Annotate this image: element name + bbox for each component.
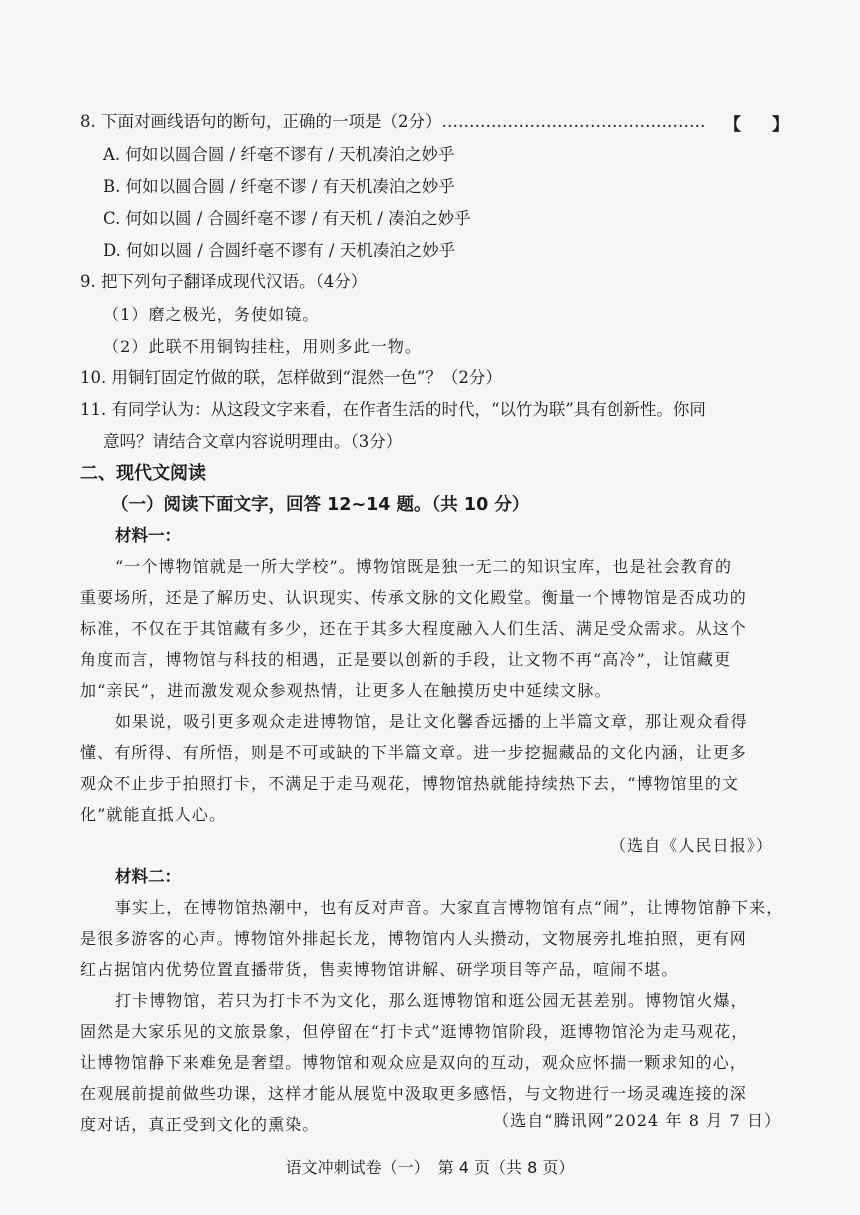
- q9-stem: 9. 把下列句子翻译成现代汉语。（4分）: [80, 272, 368, 291]
- q9-item-2: （2）此联不用铜钩挂柱，用则多此一物。: [103, 337, 423, 356]
- material1-line: 标准，不仅在于其馆藏有多少，还在于其多大程度融入人们生活、满足受众需求。从这个: [80, 619, 747, 638]
- material1-line: 如果说，吸引更多观众走进博物馆，是让文化馨香远播的上半篇文章，那让观众看得: [115, 712, 748, 731]
- section-subtitle: （一）阅读下面文字，回答 12~14 题。（共 10 分）: [111, 495, 530, 515]
- material2-line: 度对话，真正受到文化的熏染。: [80, 1115, 320, 1134]
- material2-line: 红占据馆内优势位置直播带货，售卖博物馆讲解、研学项目等产品，喧闹不堪。: [80, 960, 679, 979]
- section-title: 二、现代文阅读: [80, 463, 206, 484]
- q8-option-d: D. 何如以圆 / 合圆纤毫不谬有 / 天机凑泊之妙乎: [103, 241, 456, 260]
- material2-line: 固然是大家乐见的文旅景象，但停留在“打卡式”逛博物馆阶段，逛博物馆沦为走马观花，: [80, 1022, 749, 1041]
- material1-line: 化”就能直抵人心。: [80, 805, 227, 824]
- answer-bracket-close: 】: [772, 115, 789, 135]
- q9-item-1: （1）磨之极光，务使如镜。: [103, 305, 320, 324]
- q8-stem: 8. 下面对画线语句的断句，正确的一项是（2分）…………………………………………: [80, 112, 706, 131]
- q11-stem-line1: 11. 有同学认为：从这段文字来看，在作者生活的时代，“以竹为联”具有创新性。你同: [80, 400, 706, 419]
- material2-source: （选自“腾讯网”2024 年 8 月 7 日）: [493, 1111, 782, 1130]
- material1-label: 材料一：: [115, 526, 181, 545]
- material2-line: 让博物馆静下来难免是奢望。博物馆和观众应是双向的互动，观众应怀揣一颗求知的心，: [80, 1053, 747, 1072]
- material1-line: 观众不止步于拍照打卡，不满足于走马观花，博物馆热就能持续热下去，“博物馆里的文: [80, 774, 740, 793]
- q8-option-b: B. 何如以圆合圆 / 纤毫不谬 / 有天机凑泊之妙乎: [103, 177, 455, 196]
- q8-option-c: C. 何如以圆 / 合圆纤毫不谬 / 有天机 / 凑泊之妙乎: [103, 209, 471, 228]
- q10-stem: 10. 用铜钉固定竹做的联，怎样做到“混然一色”？（2分）: [80, 368, 502, 387]
- material1-line: 加“亲民”，进而激发观众参观热情，让更多人在触摸历史中延续文脉。: [80, 681, 612, 700]
- material2-line: 在观展前提前做些功课，这样才能从展览中汲取更多感悟，与文物进行一场灵魂连接的深: [80, 1084, 747, 1103]
- material2-line: 事实上，在博物馆热潮中，也有反对声音。大家直言博物馆有点“闹”，让博物馆静下来，: [115, 898, 784, 917]
- material1-line: 懂、有所得、有所悟，则是不可或缺的下半篇文章。进一步挖掘藏品的文化内涵，让更多: [80, 743, 747, 762]
- material1-source: （选自《人民日报》）: [610, 836, 774, 855]
- material1-line: 角度而言，博物馆与科技的相遇，正是要以创新的手段，让文物不再“高冷”，让馆藏更: [80, 650, 732, 669]
- material1-line: “一个博物馆就是一所大学校”。博物馆既是独一无二的知识宝库，也是社会教育的: [115, 557, 733, 576]
- material2-line: 是很多游客的心声。博物馆外排起长龙，博物馆内人头攒动，文物展旁扎堆拍照，更有网: [80, 929, 747, 948]
- q8-option-a: A. 何如以圆合圆 / 纤毫不谬有 / 天机凑泊之妙乎: [103, 145, 455, 164]
- q11-stem-line2: 意吗？请结合文章内容说明理由。（3分）: [103, 432, 403, 451]
- material2-label: 材料二：: [115, 867, 181, 886]
- answer-bracket-open: 【: [724, 115, 741, 135]
- material2-line: 打卡博物馆，若只为打卡不为文化，那么逛博物馆和逛公园无甚差别。博物馆火爆，: [115, 991, 748, 1010]
- page-footer: 语文冲刺试卷（一） 第 4 页（共 8 页）: [285, 1158, 575, 1177]
- material1-line: 重要场所，还是了解历史、认识现实、传承文脉的文化殿堂。衡量一个博物馆是否成功的: [80, 588, 747, 607]
